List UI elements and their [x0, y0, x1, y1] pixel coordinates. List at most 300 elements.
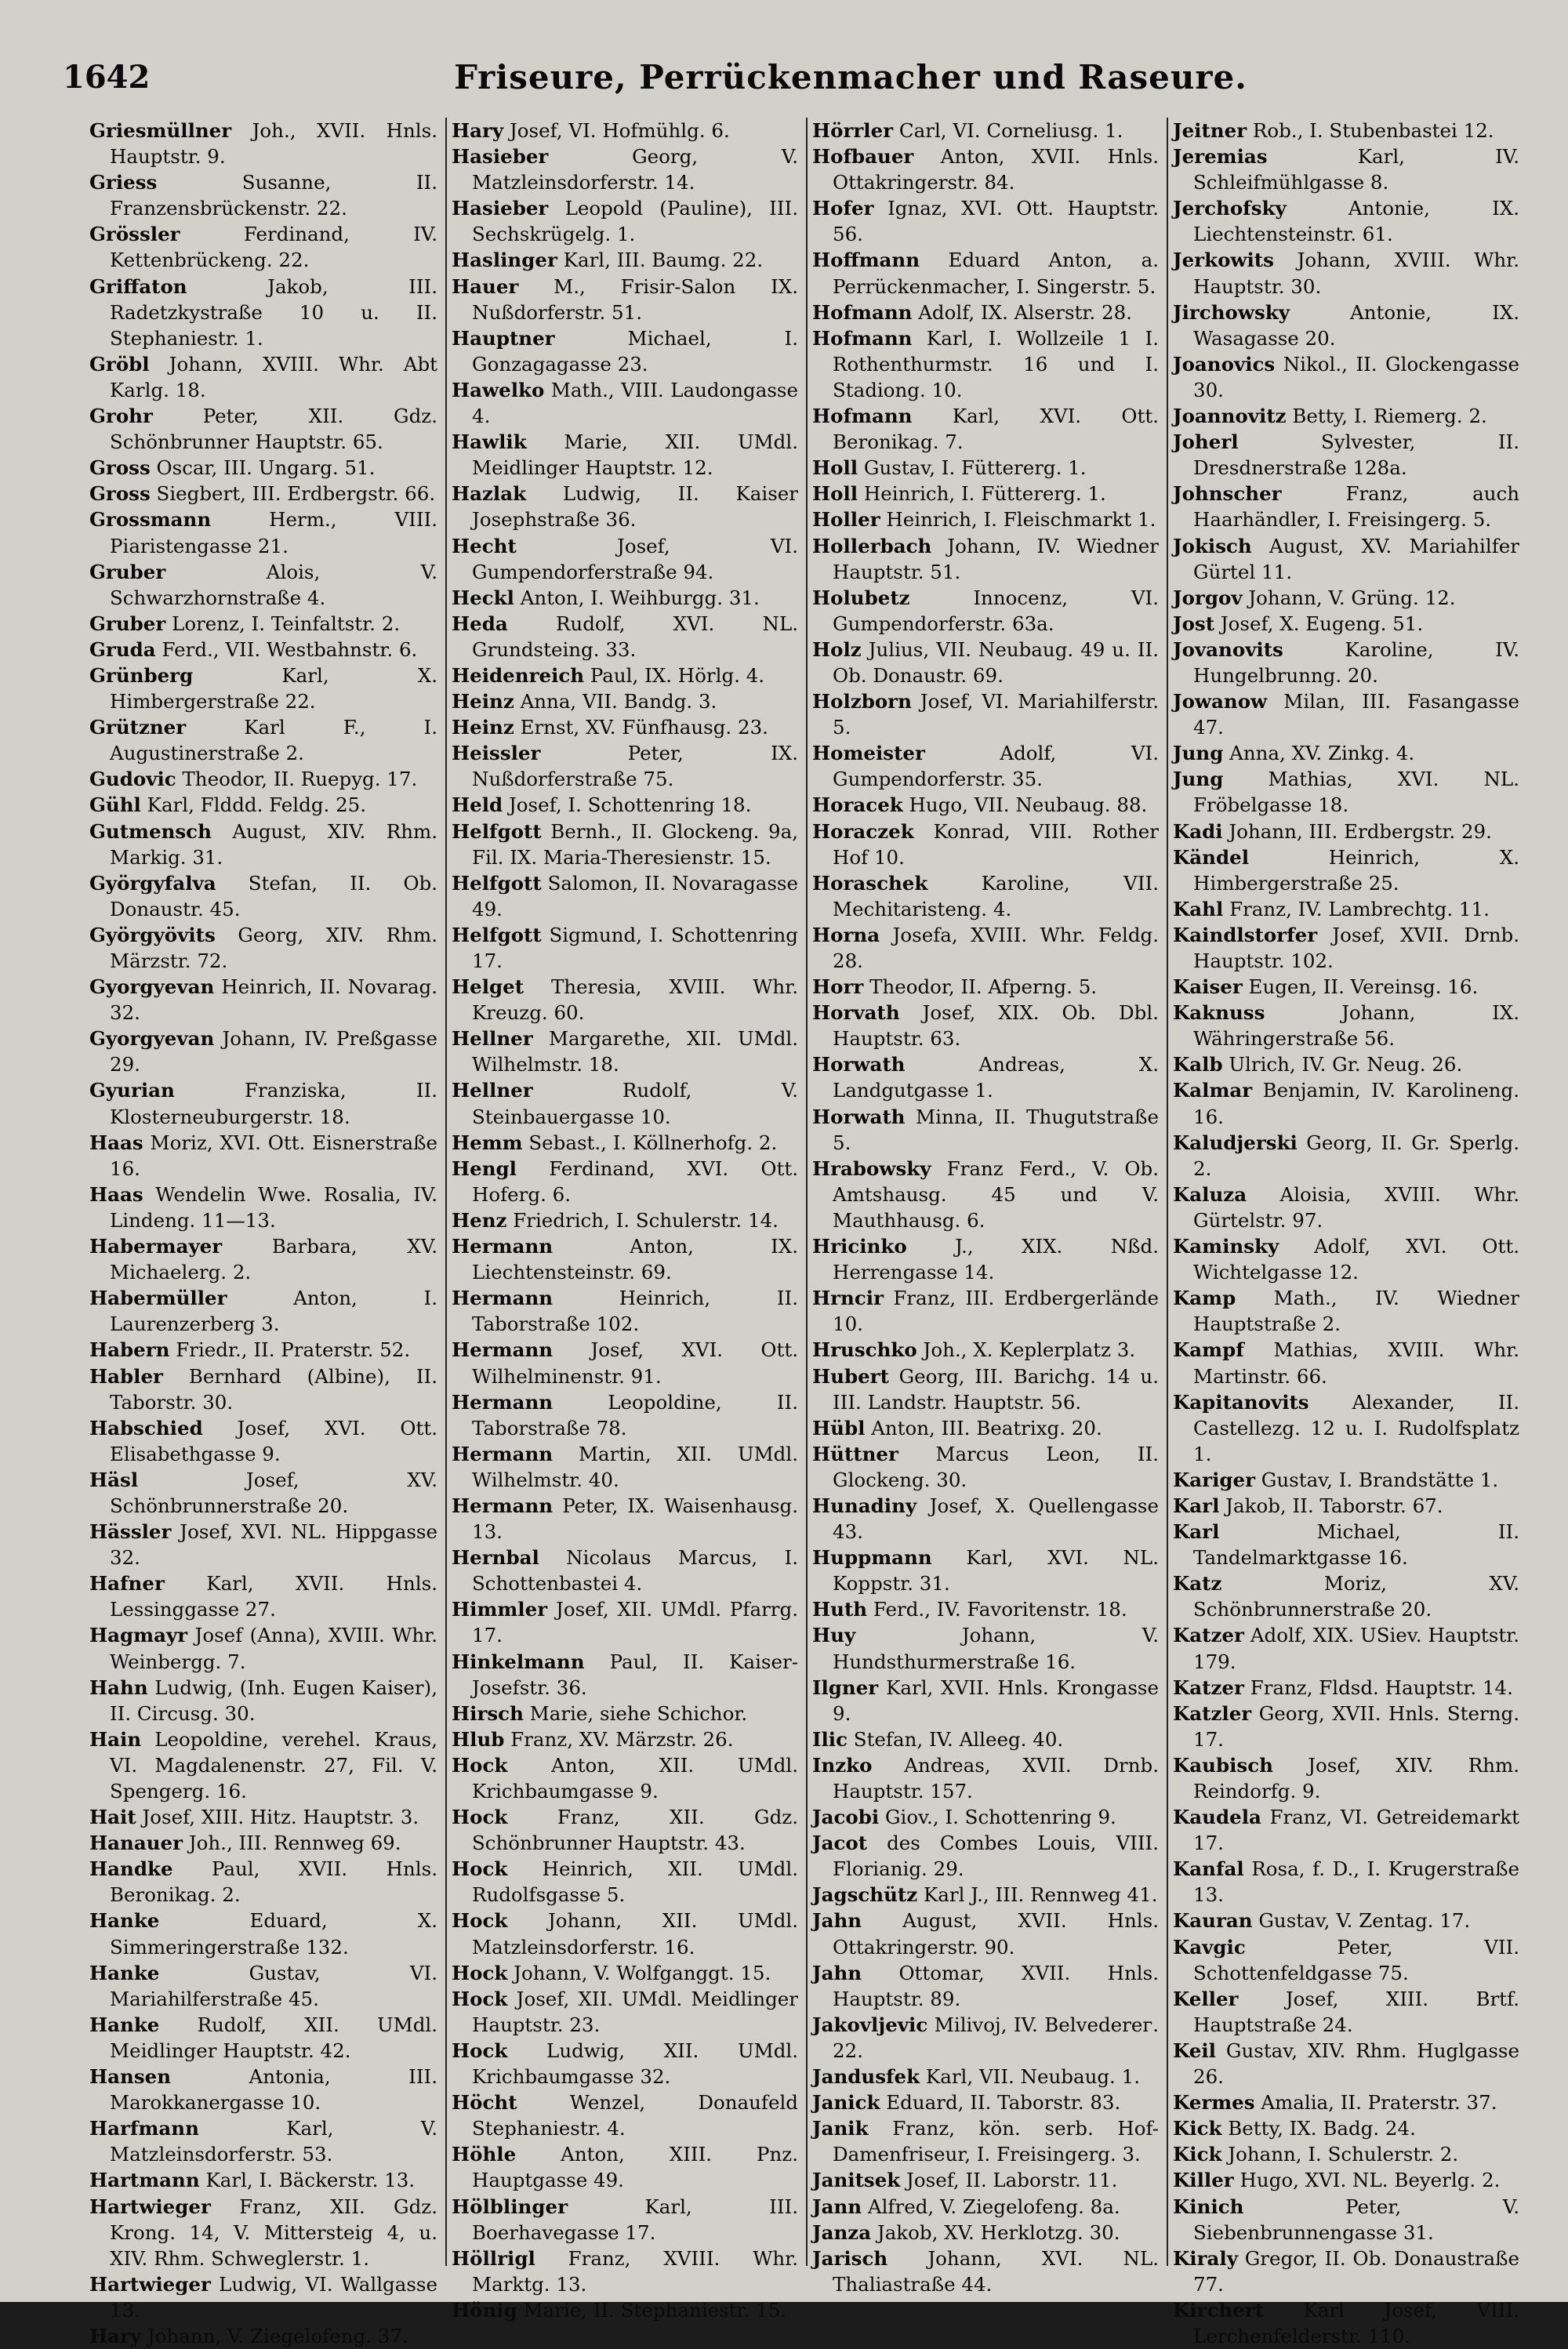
entry-address: Johann, XVI. NL. Thaliastraße 44. [833, 2246, 1159, 2296]
entry-address: des Combes Louis, VIII. Florianig. 29. [833, 1832, 1159, 1881]
entry-address: Betty, IX. Badg. 24. [1221, 2117, 1416, 2140]
entry-name: Hock [452, 1753, 508, 1777]
directory-entry [1173, 1519, 1519, 1570]
entry-address: Georg, XVII. Hnls. Sterng. 17. [1193, 1701, 1519, 1751]
directory-entry [452, 274, 798, 325]
entry-address: Barbara, XV. Michaelerg. 2. [110, 1235, 437, 1284]
entry-address: Karl, Flddd. Feldg. 25. [140, 793, 367, 817]
entry-name: Heda [452, 612, 508, 635]
directory-entry [452, 1077, 798, 1129]
entry-address: Josef, VI. Mariahilferstr. 5. [833, 690, 1159, 739]
entry-name: Joannovitz [1173, 405, 1287, 428]
entry-name: Habschied [89, 1416, 203, 1440]
directory-entry [1173, 1467, 1519, 1493]
entry-name: Hanauer [89, 1832, 183, 1855]
entry-name: Jovanovits [1173, 637, 1283, 661]
directory-entry [1173, 2246, 1519, 2297]
entry-address: Alois, V. Schwarzhornstraße 4. [110, 560, 437, 609]
entry-address: Jakob, XV. Herklotzg. 30. [871, 2220, 1120, 2244]
entry-address: Giov., I. Schottenring 9. [879, 1806, 1116, 1829]
directory-entry [89, 714, 437, 766]
directory-entry [89, 1415, 437, 1467]
directory-entry [89, 1675, 437, 1726]
entry-name: Hermann [452, 1494, 554, 1517]
entry-name: Hartmann [89, 2169, 200, 2192]
directory-entry [89, 1285, 437, 1337]
entry-name: Jakovljevic [812, 2013, 928, 2036]
entry-name: Hermann [452, 1442, 554, 1465]
entry-address: Karl, XVI. NL. Koppstr. 31. [833, 1546, 1159, 1596]
directory-entry [89, 637, 437, 663]
entry-address: Sigmund, I. Schottenring 17. [472, 923, 798, 972]
directory-entry [452, 922, 798, 974]
entry-name: Henz [452, 1208, 507, 1232]
entry-name: Hengl [452, 1156, 517, 1180]
directory-entry [89, 2194, 437, 2271]
entry-name: Ilic [812, 1727, 848, 1751]
directory-entry [89, 455, 437, 481]
entry-address: Marie, siehe Schichor. [523, 1701, 748, 1725]
directory-entry [812, 506, 1159, 532]
directory-column-3 [806, 118, 1167, 2296]
entry-address: Nicolaus Marcus, I. Schottenbastei 4. [472, 1546, 798, 1596]
entry-name: Hansen [89, 2065, 172, 2089]
directory-entry [452, 2141, 798, 2193]
page-number: 1642 [63, 58, 151, 96]
directory-entry [1173, 740, 1519, 766]
directory-entry [812, 1363, 1159, 1415]
entry-address: Franz, auch Haarhändler, I. Freisingerg. 5. [1193, 482, 1519, 532]
directory-entry [812, 1675, 1159, 1726]
directory-entry [452, 2089, 798, 2141]
entry-address: Gustav, I. Füttererg. 1. [858, 456, 1087, 480]
entry-address: Mathias, XVIII. Whr. Martinstr. 66. [1193, 1338, 1519, 1388]
directory-entry [89, 2064, 437, 2115]
entry-address: Anton, I. Laurenzerberg 3. [110, 1287, 437, 1336]
directory-entry [812, 325, 1159, 403]
entry-name: Hock [452, 1909, 508, 1933]
entry-address: Franz, VI. Getreidemarkt 17. [1193, 1806, 1519, 1855]
entry-name: Horr [812, 975, 864, 999]
entry-name: Hock [452, 1806, 508, 1829]
entry-address: Minna, II. Thugutstraße 5. [833, 1105, 1159, 1154]
entry-address: Johann, IX. Währingerstraße 56. [1193, 1001, 1519, 1051]
directory-entry [1173, 403, 1519, 429]
directory-entry [452, 2038, 798, 2089]
entry-address: Karoline, VII. Mechitaristeng. 4. [833, 871, 1159, 920]
entry-name: Hock [452, 2039, 508, 2062]
entry-address: Adolf, VI. Gumpendorferstr. 35. [833, 742, 1159, 791]
entry-name: Kaluza [1173, 1182, 1247, 1206]
directory-entry [1173, 1622, 1519, 1674]
directory-entry [1173, 351, 1519, 403]
directory-entry [812, 247, 1159, 299]
entry-address: Josef, XII. UMdl. Meidlinger Hauptstr. 23. [472, 1987, 798, 2036]
entry-address: Andreas, XVII. Drnb. Hauptstr. 157. [833, 1753, 1159, 1803]
entry-name: Jann [812, 2195, 862, 2218]
directory-entry [1173, 1804, 1519, 1856]
entry-name: Habler [89, 1364, 163, 1388]
entry-name: Helfgott [452, 871, 542, 895]
directory-entry [1173, 1051, 1519, 1077]
entry-name: Horvath [812, 1001, 900, 1025]
directory-entry [89, 1570, 437, 1622]
entry-address: Eduard, X. Simmeringerstraße 132. [110, 1909, 437, 1959]
directory-entry [452, 1726, 798, 1752]
entry-address: Andreas, X. Landgutgasse 1. [833, 1053, 1159, 1102]
directory-entry [89, 611, 437, 637]
entry-name: Hartwieger [89, 2272, 211, 2296]
entry-name: Hässler [89, 1520, 172, 1544]
entry-address: Franz, XVIII. Whr. Marktg. 13. [472, 2246, 798, 2296]
entry-address: Heinrich, XII. UMdl. Rudolfsgasse 5. [472, 1857, 798, 1907]
entry-address: Josef, XIV. Rhm. Reindorfg. 9. [1193, 1753, 1519, 1803]
entry-address: Josef, XIII. Brtf. Hauptstraße 24. [1193, 1987, 1519, 2036]
entry-name: Hollerbach [812, 534, 932, 557]
entry-name: Helget [452, 975, 524, 999]
directory-entry [89, 792, 437, 818]
directory-entry [1173, 922, 1519, 974]
entry-address: Karl J., III. Rennweg 41. [917, 1883, 1158, 1907]
directory-entry [452, 1207, 798, 1233]
directory-entry [812, 1752, 1159, 1804]
entry-name: Gross [89, 456, 151, 480]
entry-name: Ilgner [812, 1676, 879, 1699]
entry-address: Peter, IX. Nußdorferstraße 75. [472, 742, 798, 791]
entry-address: Anna, VII. Bandg. 3. [514, 690, 717, 713]
entry-name: Hofbauer [812, 145, 914, 169]
directory-entry [1173, 1182, 1519, 1233]
entry-address: Johann, I. Schulerstr. 2. [1221, 2143, 1459, 2166]
entry-address: Ludwig, XII. UMdl. Krichbaumgasse 32. [472, 2039, 798, 2089]
entry-name: Keil [1173, 2039, 1216, 2062]
entry-name: Helfgott [452, 923, 542, 946]
entry-name: Haas [89, 1131, 143, 1154]
entry-name: Hoffmann [812, 249, 920, 272]
entry-address: Herm., VIII. Piaristengasse 21. [110, 508, 437, 557]
entry-name: Grützner [89, 716, 187, 739]
directory-entry [452, 974, 798, 1026]
entry-address: Josef, XVI. NL. Hippgasse 32. [110, 1520, 437, 1570]
directory-entry [1173, 1389, 1519, 1467]
directory-entry [1173, 585, 1519, 611]
entry-name: Huy [812, 1624, 856, 1647]
entry-name: Gutmensch [89, 819, 212, 843]
entry-name: Hofer [812, 197, 874, 220]
directory-entry [452, 1908, 798, 1959]
entry-name: Holl [812, 456, 858, 480]
entry-address: Jakob, III. Radetzkystraße 10 u. II. Stephaniestr. 1. [110, 274, 437, 350]
entry-address: Josef, XVII. Drnb. Hauptstr. 102. [1193, 923, 1519, 972]
entry-name: Habermüller [89, 1287, 227, 1310]
directory-entry [812, 2089, 1159, 2115]
directory-entry [89, 506, 437, 558]
directory-entry [89, 1337, 437, 1363]
entry-address: Antonie, IX. Wasagasse 20. [1193, 300, 1519, 350]
directory-entry [1173, 1675, 1519, 1701]
page-header [63, 49, 1521, 105]
entry-address: Eduard Anton, a. Perrückenmacher, I. Singerstr. 5. [833, 249, 1159, 298]
entry-name: Hunadiny [812, 1494, 917, 1517]
entry-name: Habermayer [89, 1235, 223, 1258]
entry-address: Hugo, XVI. NL. Beyerlg. 2. [1233, 2169, 1501, 2192]
directory-entry [452, 481, 798, 532]
directory-entry [452, 1285, 798, 1337]
entry-name: Kiraly [1173, 2246, 1238, 2270]
directory-entry [812, 1104, 1159, 1156]
entry-address: Ferd., VII. Westbahnstr. 6. [155, 637, 418, 661]
entry-name: Hruschko [812, 1338, 917, 1362]
entry-name: Hauptner [452, 326, 555, 350]
entry-address: Karoline, IV. Hungelbrunng. 20. [1193, 637, 1519, 687]
entry-name: Kaudela [1173, 1806, 1261, 1829]
entry-name: Jahn [812, 1961, 862, 1984]
directory-entry [452, 585, 798, 611]
entry-address: Peter, IX. Waisenhausg. 13. [472, 1494, 798, 1544]
entry-address: Heinrich, II. Novarag. 32. [110, 975, 437, 1025]
entry-name: Kauran [1173, 1909, 1253, 1933]
entry-address: Johann, III. Erdbergstr. 29. [1222, 819, 1492, 843]
directory-entry [812, 2012, 1159, 2064]
entry-name: Katzer [1173, 1624, 1244, 1647]
directory-entry [1173, 688, 1519, 740]
directory-entry [89, 1467, 437, 1519]
entry-address: Rob., I. Stubenbastei 12. [1247, 119, 1494, 142]
entry-name: Hanke [89, 2013, 160, 2036]
directory-entry [89, 1077, 437, 1129]
entry-address: Ulrich, IV. Gr. Neug. 26. [1222, 1053, 1463, 1076]
entry-address: Jakob, II. Taborstr. 67. [1219, 1494, 1443, 1517]
entry-address: Moriz, XVI. Ott. Eisnerstraße 16. [110, 1131, 437, 1180]
entry-address: Peter, XII. Gdz. Schönbrunner Hauptstr. 65. [110, 405, 437, 454]
entry-address: Anton, IX. Liechtensteinstr. 69. [472, 1235, 798, 1284]
entry-address: Aloisia, XVIII. Whr. Gürtelstr. 97. [1193, 1182, 1519, 1232]
entry-address: Karl, XVII. Hnls. Lessinggasse 27. [110, 1572, 437, 1621]
directory-entry [1173, 819, 1519, 844]
entry-name: Kanfal [1173, 1857, 1244, 1881]
entry-address: Rudolf, V. Steinbauergasse 10. [472, 1079, 798, 1128]
entry-address: August, XIV. Rhm. Markig. 31. [110, 819, 437, 869]
entry-address: Ignaz, XVI. Ott. Hauptstr. 56. [833, 197, 1159, 246]
entry-address: Georg, II. Gr. Sperlg. 2. [1193, 1131, 1519, 1180]
directory-entry [1173, 1570, 1519, 1622]
entry-name: Kavgic [1173, 1935, 1246, 1959]
directory-entry [812, 1804, 1159, 1830]
directory-entry [89, 481, 437, 506]
entry-address: Karl, V. Matzleinsdorferstr. 53. [110, 2117, 437, 2166]
entry-address: August, XVII. Hnls. Ottakringerstr. 90. [833, 1909, 1159, 1959]
directory-entry [812, 143, 1159, 195]
entry-name: Horwath [812, 1105, 906, 1128]
directory-entry [89, 2323, 437, 2349]
entry-address: Joh., III. Rennweg 69. [183, 1832, 401, 1855]
directory-entry [812, 637, 1159, 688]
directory-entry [452, 1493, 798, 1545]
entry-address: Franz, IV. Lambrechtg. 11. [1223, 897, 1490, 920]
entry-name: Kapitanovits [1173, 1390, 1309, 1414]
directory-entry [1173, 637, 1519, 688]
entry-name: Gruda [89, 637, 156, 661]
entry-address: Franz, XV. Märzstr. 26. [504, 1727, 734, 1751]
entry-address: Karl, III. Baumg. 22. [557, 249, 764, 272]
entry-name: Jerchofsky [1173, 197, 1287, 220]
directory-entry [89, 351, 437, 403]
entry-name: Kalb [1173, 1053, 1223, 1076]
directory-entry [452, 1026, 798, 1077]
entry-address: Josef, VI. Gumpendorferstraße 94. [472, 534, 798, 583]
entry-address: Rudolf, XVI. NL. Grundsteing. 33. [472, 612, 798, 661]
directory-entry [812, 688, 1159, 740]
entry-name: Jowanow [1173, 690, 1268, 713]
directory-entry [1173, 1856, 1519, 1908]
entry-name: Kalmar [1173, 1079, 1253, 1102]
entry-name: Holler [812, 508, 880, 532]
entry-address: Josef, X. Quellengasse 43. [833, 1494, 1159, 1544]
entry-address: Gregor, II. Ob. Donaustraße 77. [1193, 2246, 1519, 2296]
entry-address: Rosa, f. D., I. Krugerstraße 13. [1193, 1857, 1519, 1907]
entry-address: Ludwig, (Inh. Eugen Kaiser), II. Circusg. 30. [110, 1676, 437, 1725]
entry-name: Kaminsky [1173, 1235, 1279, 1258]
entry-address: Theodor, II. Afperng. 5. [863, 975, 1098, 999]
directory-entry [452, 325, 798, 377]
directory-entry [89, 1233, 437, 1285]
directory-entry [812, 2064, 1159, 2089]
directory-entry [812, 1596, 1159, 1622]
directory-entry [1173, 1701, 1519, 1752]
directory-entry [1173, 1233, 1519, 1285]
entry-address: Franziska, II. Klosterneuburgerstr. 18. [110, 1079, 437, 1128]
entry-name: Kick [1173, 2117, 1222, 2140]
entry-name: Hazlak [452, 482, 527, 506]
directory-entry [1173, 481, 1519, 532]
directory-entry [89, 870, 437, 922]
entry-address: Franz, XII. Gdz. Krong. 14, V. Mittersteig 4, u. XIV. Rhm. Schweglerstr. 1. [110, 2195, 437, 2270]
entry-address: Leopoldine, verehel. Kraus, VI. Magdalenenstr. 27, Fil. V. Spengerg. 16. [110, 1727, 437, 1803]
entry-name: Katzer [1173, 1676, 1244, 1699]
entry-name: Kaindlstorfer [1173, 923, 1318, 946]
entry-address: Math., IV. Wiedner Hauptstraße 2. [1193, 1287, 1519, 1336]
directory-entry [1173, 766, 1519, 818]
entry-address: Joh., XVII. Hnls. Hauptstr. 9. [110, 119, 437, 169]
entry-address: Benjamin, IV. Karolineng. 16. [1193, 1079, 1519, 1128]
page-heading: Friseure, Perrückenmacher und Raseure. [454, 57, 1247, 96]
entry-address: Johann, XVIII. Whr. Hauptstr. 30. [1193, 249, 1519, 298]
entry-address: M., Frisir-Salon IX. Nußdorferstr. 51. [472, 274, 798, 324]
directory-entry [452, 1596, 798, 1648]
entry-name: Kamp [1173, 1287, 1236, 1310]
entry-name: Held [452, 793, 503, 817]
entry-address: Josef, VI. Hofmühlg. 6. [503, 119, 730, 142]
directory-entry [1173, 2297, 1519, 2349]
entry-address: Milivoj, IV. Belvederег. 22. [833, 2013, 1159, 2062]
directory-entry [812, 974, 1159, 1000]
directory-entry [812, 455, 1159, 481]
entry-name: Killer [1173, 2169, 1234, 2192]
entry-address: Theresia, XVIII. Whr. Kreuzg. 60. [472, 975, 798, 1025]
entry-name: Hubert [812, 1364, 889, 1388]
entry-address: Julius, VII. Neubaug. 49 u. II. Ob. Donaustr. 69. [833, 637, 1159, 687]
entry-name: Hauer [452, 274, 519, 298]
entry-name: Heckl [452, 586, 514, 609]
entry-address: Johann, IV. Preßgasse 29. [110, 1027, 437, 1076]
entry-address: Siegbert, III. Erdbergstr. 66. [150, 482, 436, 506]
entry-address: Eugen, II. Vereinsg. 16. [1242, 975, 1479, 999]
entry-address: Mathias, XVI. NL. Fröbelgasse 18. [1193, 768, 1519, 817]
directory-entry [89, 1856, 437, 1908]
entry-address: Josef, X. Eugeng. 51. [1214, 612, 1424, 635]
entry-name: Grohr [89, 405, 153, 428]
entry-address: Anna, XV. Zinkg. 4. [1223, 742, 1415, 765]
entry-name: Jeitner [1173, 119, 1247, 142]
entry-address: Innocenz, VI. Gumpendorferstr. 63a. [833, 586, 1159, 635]
entry-name: Karl [1173, 1520, 1220, 1544]
entry-name: Hasieber [452, 145, 549, 169]
entry-address: Moriz, XV. Schönbrunnerstraße 20. [1193, 1572, 1519, 1621]
entry-address: Joh., X. Keplerplatz 3. [916, 1338, 1136, 1362]
entry-name: Helfgott [452, 819, 542, 843]
entry-name: Jirchowsky [1173, 300, 1290, 324]
entry-name: Hock [452, 1987, 508, 2010]
directory-entry [452, 714, 798, 740]
entry-name: Hirsch [452, 1701, 524, 1725]
entry-name: Hahn [89, 1676, 148, 1699]
directory-entry [452, 870, 798, 922]
entry-address: Stefan, IV. Alleeg. 40. [848, 1727, 1064, 1751]
entry-name: Holz [812, 637, 862, 661]
entry-address: Heinrich, X. Himbergerstraße 25. [1193, 845, 1519, 895]
entry-name: Gruber [89, 560, 166, 583]
directory-entry [89, 1908, 437, 1959]
entry-address: Sylvester, II. Dresdnerstraße 128a. [1193, 430, 1519, 480]
entry-name: Gross [89, 482, 151, 506]
entry-address: Josef, XIII. Hitz. Hauptstr. 3. [136, 1806, 419, 1829]
entry-address: Ottomar, XVII. Hnls. Hauptstr. 89. [833, 1961, 1159, 2010]
entry-name: Janitsek [812, 2169, 901, 2192]
entry-address: Johann, XVIII. Whr. Abt Karlg. 18. [110, 352, 437, 401]
entry-address: Leopold (Pauline), III. Sechskrügelg. 1. [472, 197, 798, 246]
entry-address: J., XIX. Nßd. Herrengasse 14. [833, 1235, 1159, 1284]
entry-address: Josef, XIX. Ob. Dbl. Hauptstr. 63. [833, 1001, 1159, 1051]
entry-name: Holzborn [812, 690, 912, 713]
directory-entry [89, 169, 437, 221]
directory-entry [89, 221, 437, 273]
entry-name: Jokisch [1173, 534, 1252, 557]
directory-entry [812, 1337, 1159, 1363]
directory-entry [89, 663, 437, 714]
directory-entry [452, 1986, 798, 2038]
directory-entry [89, 1026, 437, 1077]
directory-entry [1173, 2167, 1519, 2193]
entry-address: Karl, VII. Neubaug. 1. [920, 2065, 1140, 2089]
directory-entry [1173, 2115, 1519, 2141]
directory-entry [452, 663, 798, 688]
directory-entry [89, 403, 437, 455]
entry-address: Johann, IV. Wiedner Hauptstr. 51. [833, 534, 1159, 583]
directory-entry [812, 118, 1159, 143]
entry-address: Johann, V. Hundsthurmerstraße 16. [833, 1624, 1159, 1673]
entry-address: Ludwig, II. Kaiser Josephstraße 36. [472, 482, 798, 532]
entry-name: Hofmann [812, 300, 913, 324]
entry-address: Karl Josef, VIII. Lerchenfelderstr. 110. [1193, 2298, 1519, 2347]
entry-name: Griess [89, 171, 158, 194]
directory-entry [452, 1649, 798, 1701]
entry-name: Hrncir [812, 1287, 884, 1310]
entry-address: Theodor, II. Ruepyg. 17. [176, 768, 418, 791]
entry-name: Gyorgyevan [89, 1027, 215, 1051]
entry-name: Hafner [89, 1572, 165, 1596]
entry-name: Kaludjerski [1173, 1131, 1298, 1154]
directory-entry [452, 2297, 798, 2323]
